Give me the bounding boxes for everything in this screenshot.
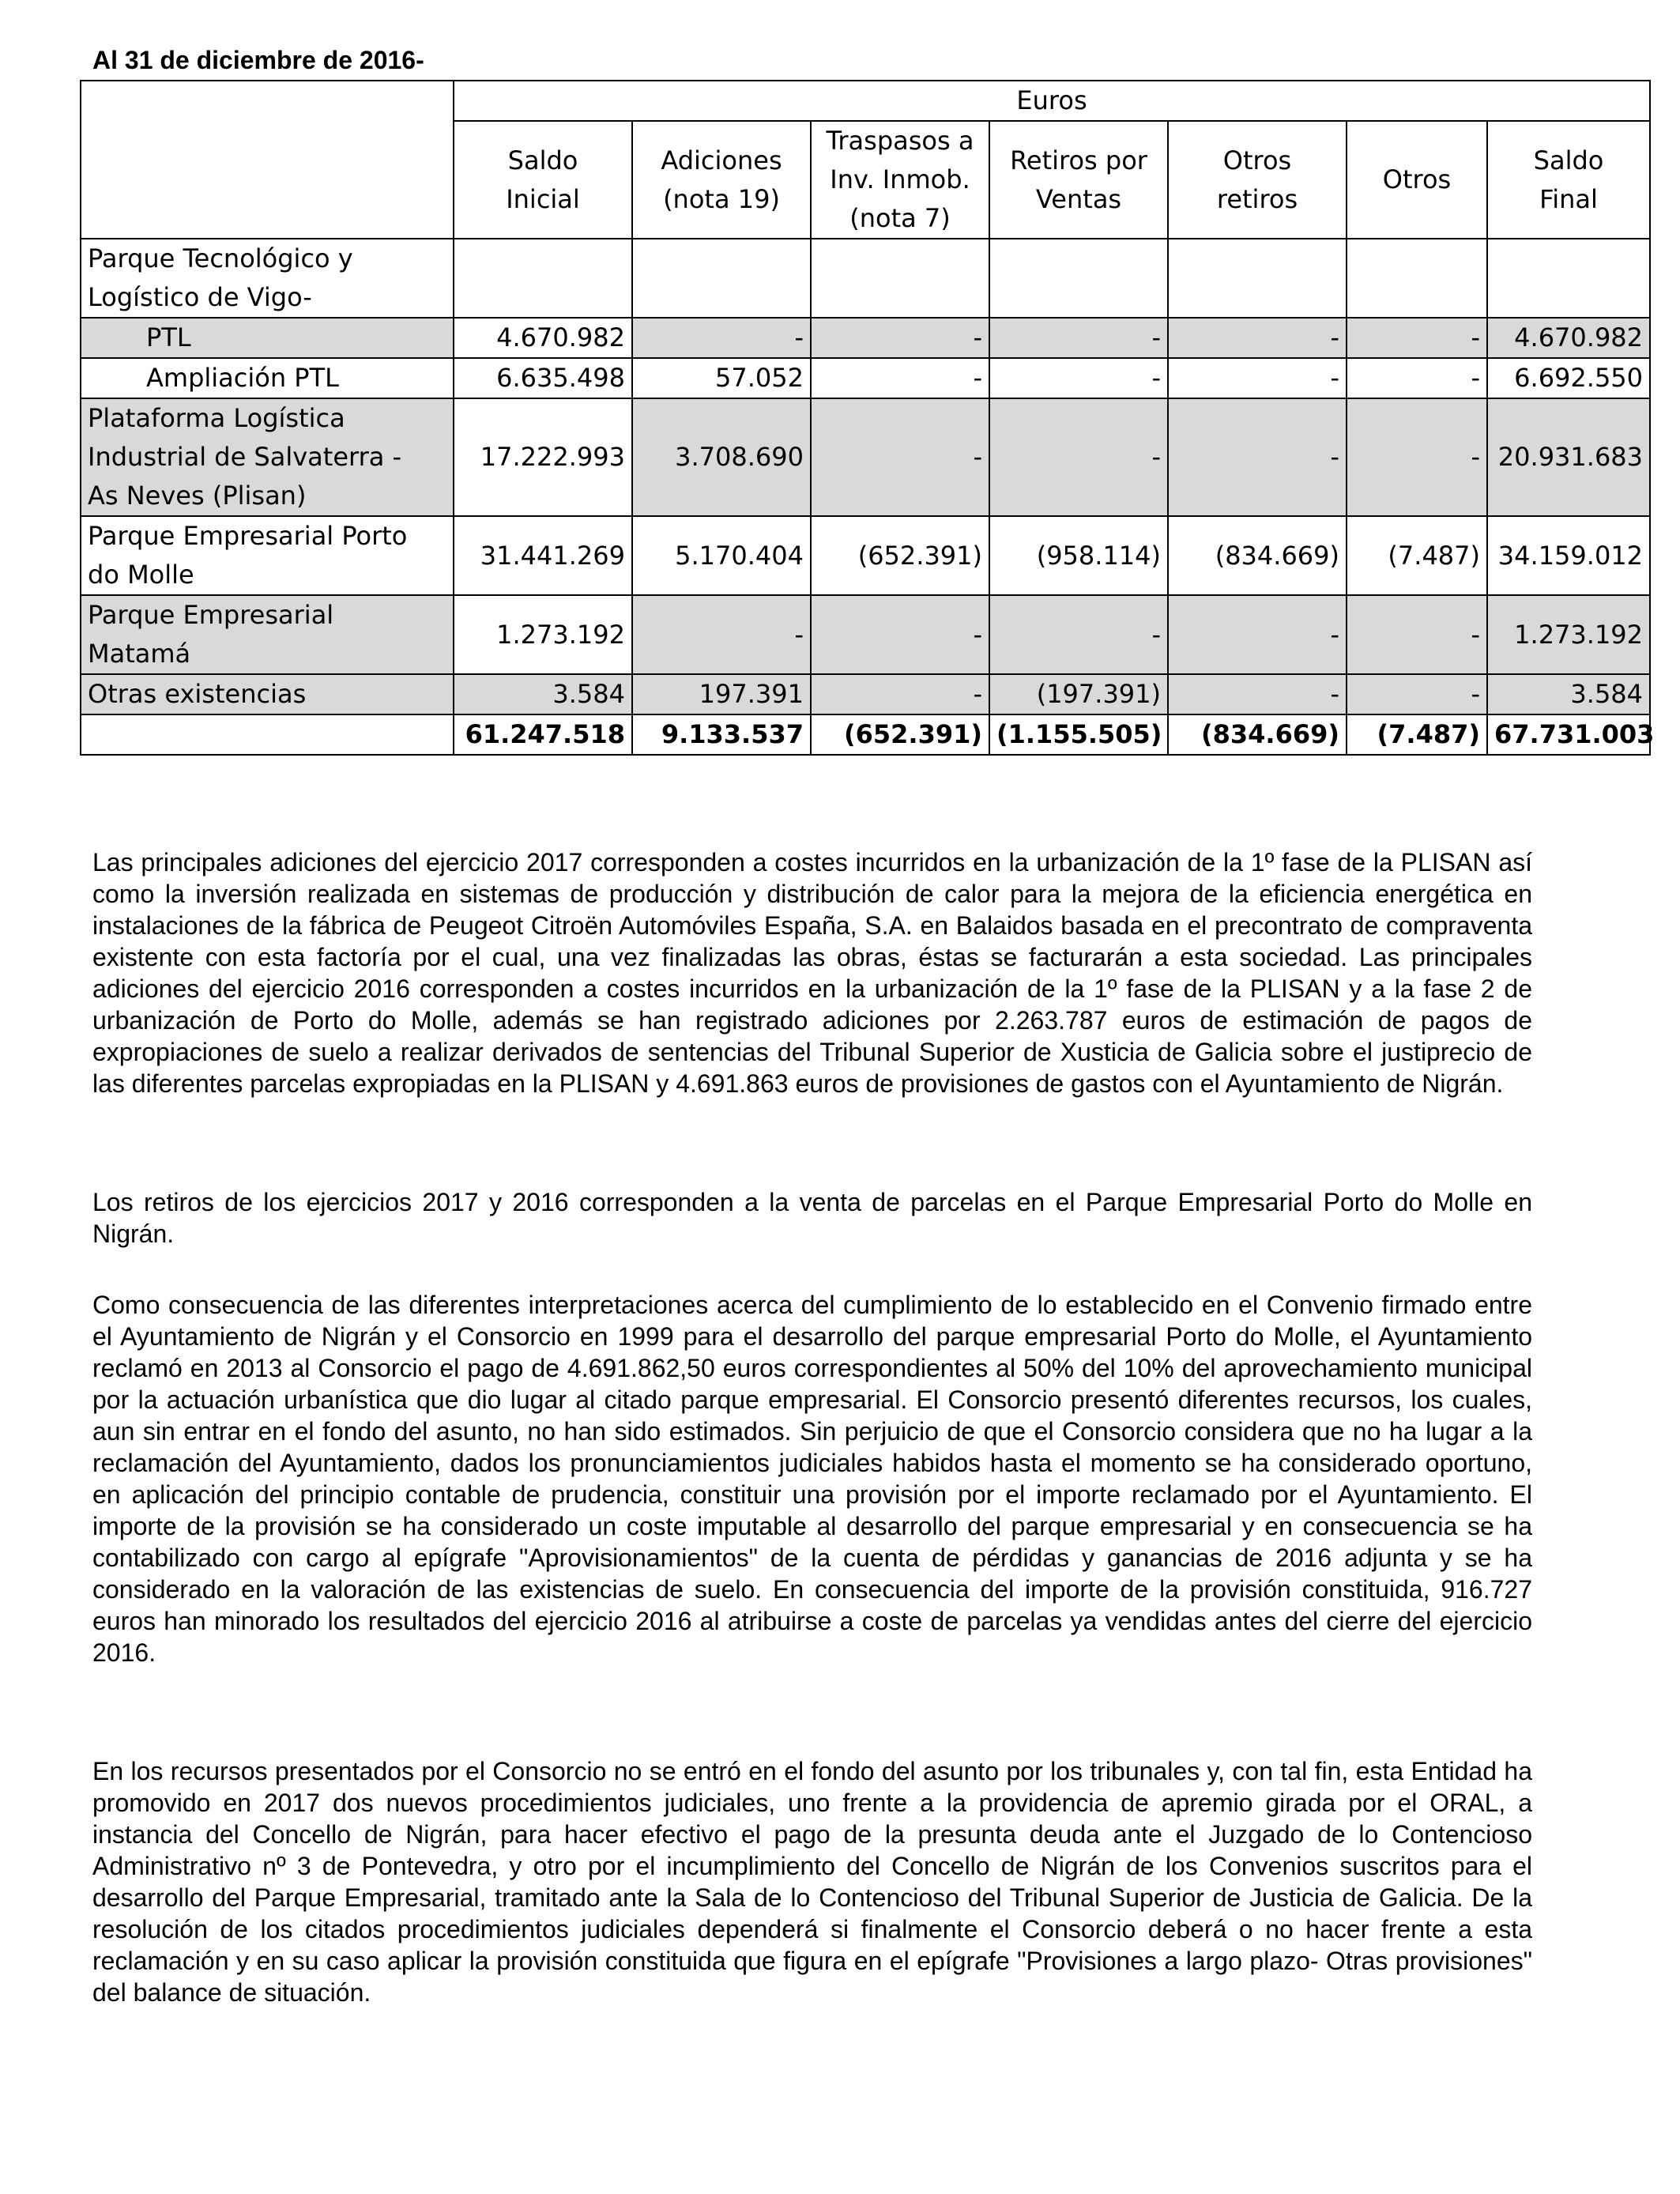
cell-value: - (989, 595, 1168, 674)
paragraph-adiciones: Las principales adiciones del ejercicio 2017 corresponden a costes incurridos en la urbanización de la 1º fase de la PLISAN así como la inversión realizada en sistemas de producción y distribución de calor para la mejora de la eficiencia energética en instalaciones de la fábrica de Peugeot Citroën Automóviles España, S.A. en Balaidos basada en el precontrato de compraventa existente con esta factoría por el cual, una vez finalizadas las obras, éstas se facturarán a esta sociedad. Las principales adiciones del ejercicio 2016 corresponden a costes incurridos en la urbanización de la 1º fase de la PLISAN y a la fase 2 de urbanización de Porto do Molle, además se han registrado adiciones por 2.263.787 euros de estimación de pagos de expropiaciones de suelo a realizar derivados de sentencias del Tribunal Superior de Xusticia de Galicia sobre el justiprecio de las diferentes parcelas expropiadas en la PLISAN y 4.691.863 euros de provisiones de gastos con el Ayuntamiento de Nigrán. (92, 848, 1532, 1098)
totals-row (81, 714, 1650, 755)
row-label: Plataforma Logística Industrial de Salvaterra - As Neves (Plisan) (81, 398, 454, 516)
cell-value: (7.487) (1347, 516, 1487, 595)
row-label: Ampliación PTL (81, 358, 454, 398)
total-value: (834.669) (1168, 714, 1347, 755)
cell-value: - (1168, 674, 1347, 714)
totals-label-cell (81, 714, 454, 755)
paragraph-recursos: En los recursos presentados por el Consorcio no se entró en el fondo del asunto por los tribunales y, con tal fin, esta Entidad ha promovido en 2017 dos nuevos procedimientos judiciales, uno frente a la providencia de apremio girada por el ORAL, a instancia del Concello de Nigrán, para hacer efectivo el pago de la presunta deuda ante el Juzgado de lo Contencioso Administrativo nº 3 de Pontevedra, y otro por el incumplimiento del Concello de Nigrán de los Convenios suscritos para el desarrollo del Parque Empresarial, tramitado ante la Sala de lo Contencioso del Tribunal Superior de Justicia de Galicia. De la resolución de los citados procedimientos judiciales dependerá si finalmente el Consorcio deberá o no hacer frente a esta reclamación y en su caso aplicar la provisión constituida que figura en el epígrafe "Provisiones a largo plazo- Otras provisiones" del balance de situación. (92, 1757, 1532, 2007)
table-row (81, 398, 1650, 516)
column-header-otros: Otros (1382, 164, 1452, 194)
cell-value: - (1168, 318, 1347, 358)
cell-value: - (811, 398, 989, 516)
cell-value: - (1347, 398, 1487, 516)
column-header-otros-retiros: Otros retiros (1216, 145, 1298, 214)
cell-value: - (811, 595, 989, 674)
cell-value: - (811, 674, 989, 714)
cell-value: (652.391) (811, 516, 989, 595)
column-header-saldo-inicial: Saldo Inicial (506, 145, 580, 214)
column-header-saldo-final: Saldo Final (1533, 145, 1604, 214)
section-header-row (81, 239, 1650, 318)
cell-value: 1.273.192 (454, 595, 632, 674)
total-value: 61.247.518 (454, 714, 632, 755)
table-row (81, 595, 1650, 674)
cell-value: 1.273.192 (1487, 595, 1650, 674)
table-row (81, 358, 1650, 398)
cell-value: - (989, 358, 1168, 398)
cell-value: 20.931.683 (1487, 398, 1650, 516)
cell-value: (197.391) (989, 674, 1168, 714)
cell-value: - (632, 318, 811, 358)
cell-value: 6.692.550 (1487, 358, 1650, 398)
cell-value: - (989, 398, 1168, 516)
cell-value: 57.052 (632, 358, 811, 398)
page-heading: Al 31 de diciembre de 2016- (92, 46, 424, 74)
paragraph-retiros: Los retiros de los ejercicios 2017 y 2016 corresponden a la venta de parcelas en el Parque Empresarial Porto do Molle en Nigrán. (92, 1188, 1532, 1248)
total-value: (652.391) (811, 714, 989, 755)
euros-group-header: Euros (454, 81, 1650, 121)
row-label: Parque Empresarial Porto do Molle (81, 516, 454, 595)
cell-value: - (1347, 318, 1487, 358)
cell-value: - (811, 318, 989, 358)
cell-value: 31.441.269 (454, 516, 632, 595)
cell-value: 4.670.982 (454, 318, 632, 358)
paragraph-convenio: Como consecuencia de las diferentes interpretaciones acerca del cumplimiento de lo establecido en el Convenio firmado entre el Ayuntamiento de Nigrán y el Consorcio en 1999 para el desarrollo del parque empresarial Porto do Molle, el Ayuntamiento reclamó en 2013 al Consorcio el pago de 4.691.862,50 euros correspondientes al 50% del 10% del aprovechamiento municipal por la actuación urbanística que dio lugar al citado parque empresarial. El Consorcio presentó diferentes recursos, los cuales, aun sin entrar en el fondo del asunto, no han sido estimados. Sin perjuicio de que el Consorcio considera que no ha lugar a la reclamación del Ayuntamiento, dados los pronunciamientos judiciales habidos hasta el momento se ha considerado oportuno, en aplicación del principio contable de prudencia, constituir una provisión por el importe reclamado por el Ayuntamiento. El importe de la provisión se ha considerado un coste imputable al desarrollo del parque empresarial y en consecuencia se ha contabilizado con cargo al epígrafe "Aprovisionamientos" de la cuenta de pérdidas y ganancias de 2016 adjunta y se ha considerado en la valoración de las existencias de suelo. En consecuencia del importe de la provisión constituida, 916.727 euros han minorado los resultados del ejercicio 2016 al atribuirse a coste de parcelas ya vendidas antes del cierre del ejercicio 2016. (92, 1291, 1532, 1667)
total-value: 9.133.537 (632, 714, 811, 755)
table-row (81, 674, 1650, 714)
section-label: Parque Tecnológico y Logístico de Vigo- (81, 239, 454, 318)
cell-value: (834.669) (1168, 516, 1347, 595)
cell-value: - (1168, 595, 1347, 674)
cell-value: - (1347, 595, 1487, 674)
row-label: Parque Empresarial Matamá (81, 595, 454, 674)
cell-value: 3.584 (454, 674, 632, 714)
cell-value: - (811, 358, 989, 398)
cell-value: - (1347, 674, 1487, 714)
total-value: 67.731.003 (1487, 714, 1650, 755)
row-label: PTL (81, 318, 454, 358)
cell-value: - (1168, 358, 1347, 398)
cell-value: - (632, 595, 811, 674)
table-row (81, 516, 1650, 595)
total-value: (1.155.505) (989, 714, 1168, 755)
inventory-table (80, 80, 1655, 756)
cell-value: 4.670.982 (1487, 318, 1650, 358)
cell-value: 3.708.690 (632, 398, 811, 516)
cell-value: 34.159.012 (1487, 516, 1650, 595)
cell-value: 6.635.498 (454, 358, 632, 398)
cell-value: 3.584 (1487, 674, 1650, 714)
cell-value: 197.391 (632, 674, 811, 714)
total-value: (7.487) (1347, 714, 1487, 755)
row-label: Otras existencias (81, 674, 454, 714)
column-header-adiciones: Adiciones (nota 19) (661, 145, 782, 214)
cell-value: 5.170.404 (632, 516, 811, 595)
cell-value: - (989, 318, 1168, 358)
cell-value: (958.114) (989, 516, 1168, 595)
cell-value: - (1347, 358, 1487, 398)
header-corner-cell (81, 81, 454, 239)
table-row (81, 318, 1650, 358)
cell-value: - (1168, 398, 1347, 516)
column-header-traspasos: Traspasos a Inv. Inmob. (nota 7) (826, 126, 974, 233)
column-header-retiros-ventas: Retiros por Ventas (1010, 145, 1147, 214)
cell-value: 17.222.993 (454, 398, 632, 516)
